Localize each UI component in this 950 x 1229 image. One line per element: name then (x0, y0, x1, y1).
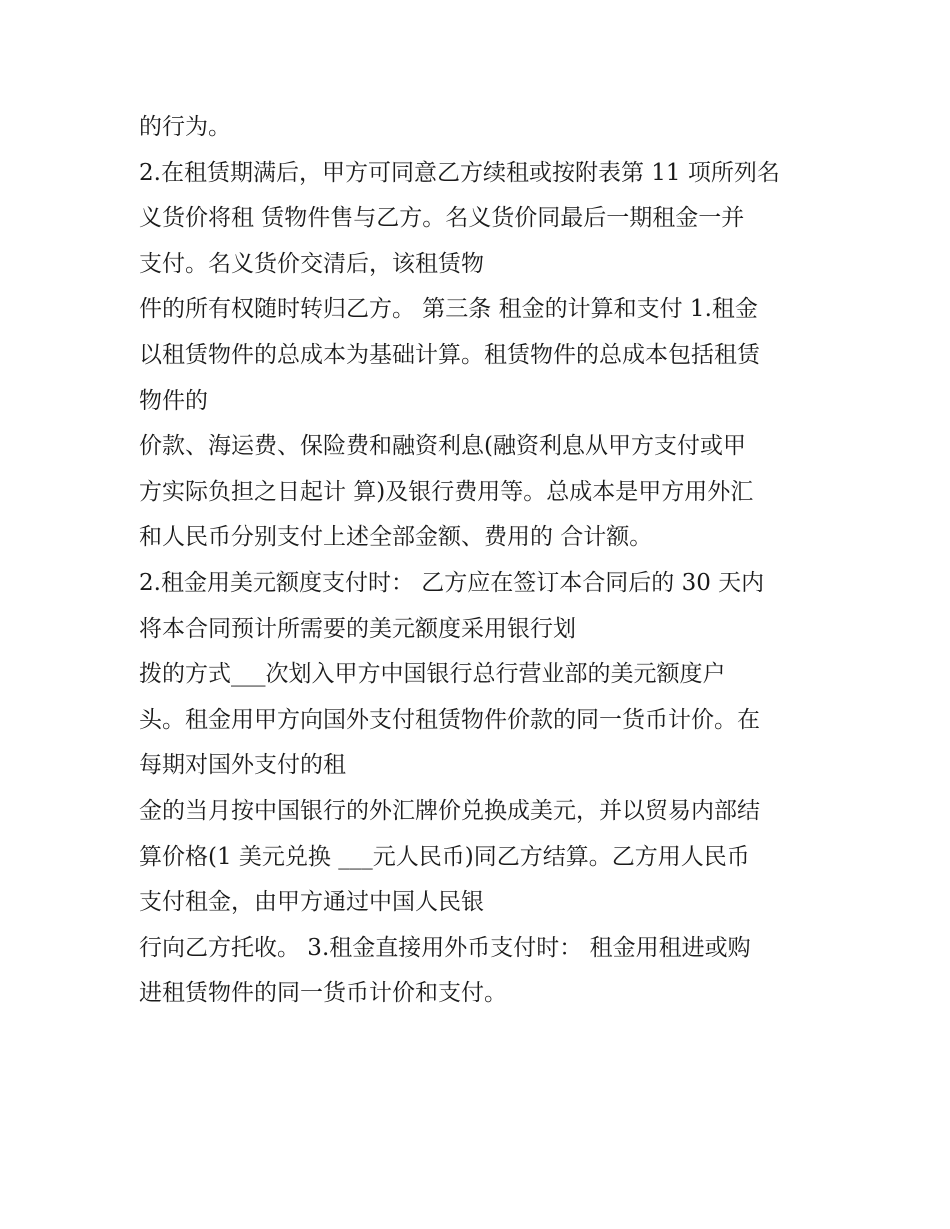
text-line: 每期对国外支付的租 (139, 752, 346, 779)
text-line: 方实际负担之日起计 算)及银行费用等。总成本是甲方用外汇 (139, 478, 754, 505)
text-line: 义货价将租 赁物件售与乙方。名义货价同最后一期租金一并 (139, 205, 745, 232)
text-line: 拨的方式___次划入甲方中国银行总行营业部的美元额度户 (139, 661, 726, 688)
contract-text (139, 105, 829, 1017)
text-line: 支付。名义货价交清后，该租赁物 (139, 250, 484, 277)
text-line: 行向乙方托收。 3.租金直接用外币支付时： 租金用租进或购 (139, 934, 751, 961)
text-line: 支付租金，由甲方通过中国人民银 (139, 889, 484, 916)
text-line: 算价格(1 美元兑换 ___元人民币)同乙方结算。乙方用人民币 (139, 843, 750, 870)
text-line: 物件的 (139, 387, 208, 414)
text-line: 以租赁物件的总成本为基础计算。租赁物件的总成本包括租赁 (139, 341, 760, 368)
text-line: 2.在租赁期满后，甲方可同意乙方续租或按附表第 11 项所列名 (139, 159, 780, 186)
text-line: 的行为。 (139, 114, 231, 140)
text-line: 进租赁物件的同一货币计价和支付。 (139, 980, 507, 1007)
text-line: 将本合同预计所需要的美元额度采用银行划 (139, 615, 576, 642)
text-line: 件的所有权随时转归乙方。 第三条 租金的计算和支付 1.租金 (139, 296, 758, 323)
text-line: 和人民币分别支付上述全部金额、费用的 合计额。 (139, 524, 653, 551)
text-line: 头。租金用甲方向国外支付租赁物件价款的同一货币计价。在 (139, 706, 760, 733)
text-line: 金的当月按中国银行的外汇牌价兑换成美元，并以贸易内部结 (139, 797, 760, 824)
text-line: 2.租金用美元额度支付时： 乙方应在签订本合同后的 30 天内 (139, 569, 765, 596)
text-line: 价款、海运费、保险费和融资利息(融资利息从甲方支付或甲 (139, 433, 746, 460)
